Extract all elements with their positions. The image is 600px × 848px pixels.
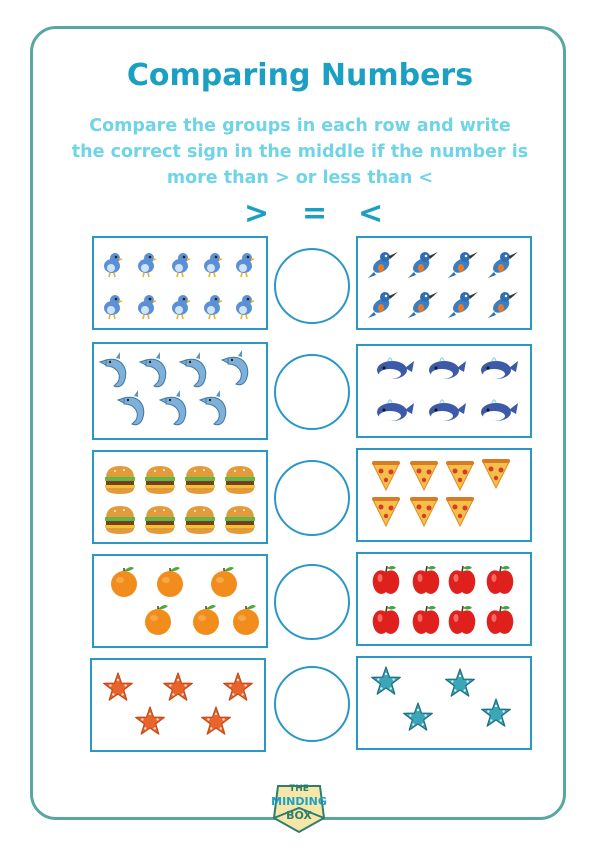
pizza-slice-icon [410, 497, 438, 526]
pizza-slice-icon [372, 497, 400, 526]
blue-bird-icon [138, 295, 157, 319]
right-group-box-row-4 [356, 552, 532, 646]
logo-text-minding: MINDING [271, 795, 327, 808]
dolphin-group [94, 344, 266, 438]
blue-bird-icon [172, 295, 191, 319]
kingfisher-group [358, 238, 530, 328]
teal-starfish-group [358, 658, 530, 748]
right-group-box-row-2 [356, 344, 532, 438]
burger-icon [185, 466, 215, 494]
right-group-box-row-1 [356, 236, 532, 330]
greater-than-sign: > [244, 196, 270, 231]
pizza-slice-icon [446, 461, 474, 490]
logo-text-box: BOX [286, 809, 312, 822]
blue-bird-icon [204, 295, 223, 319]
page-title: Comparing Numbers [126, 58, 474, 93]
apple-icon [413, 606, 440, 634]
kingfisher-icon [488, 252, 518, 278]
whale-icon [377, 358, 414, 379]
starfish-orange-icon [202, 707, 231, 734]
starfish-teal-icon [372, 667, 401, 694]
dolphin-icon [200, 390, 226, 425]
dolphin-icon [180, 352, 206, 387]
blue-bird-icon [236, 253, 255, 277]
whale-icon [429, 400, 466, 421]
kingfisher-icon [408, 292, 438, 318]
apple-icon [413, 566, 440, 594]
burger-group [94, 452, 266, 542]
pizza-slice-icon [446, 497, 474, 526]
apple-icon [373, 606, 400, 634]
right-group-box-row-3 [356, 448, 532, 542]
burger-icon [145, 466, 175, 494]
orange-icon [211, 567, 237, 597]
equals-sign: = [302, 196, 328, 231]
left-group-box-row-1 [92, 236, 268, 330]
blue-bird-icon [104, 253, 123, 277]
left-group-box-row-2 [92, 342, 268, 440]
starfish-orange-icon [164, 673, 193, 700]
answer-circle-row-3[interactable] [274, 460, 350, 536]
logo-text-the: THE [289, 784, 309, 794]
minding-box-logo [268, 778, 330, 836]
pizza-slice-icon [372, 461, 400, 490]
dolphin-icon [222, 350, 248, 385]
blue-bird-icon [204, 253, 223, 277]
blue-bird-group [94, 238, 266, 328]
dolphin-icon [140, 352, 166, 387]
whale-icon [481, 358, 518, 379]
burger-icon [185, 506, 215, 534]
blue-bird-icon [236, 295, 255, 319]
starfish-orange-icon [136, 707, 165, 734]
whale-icon [377, 400, 414, 421]
dolphin-icon [160, 390, 186, 425]
blue-bird-icon [104, 295, 123, 319]
kingfisher-icon [488, 292, 518, 318]
whale-group [358, 346, 530, 436]
starfish-teal-icon [482, 699, 511, 726]
orange-icon [111, 567, 137, 597]
instructions: Compare the groups in each row and write the correct sign in the middle if the number is more than > or less than < [71, 116, 529, 188]
blue-bird-icon [138, 253, 157, 277]
blue-bird-icon [172, 253, 191, 277]
dolphin-icon [100, 352, 126, 387]
apple-icon [373, 566, 400, 594]
answer-circle-row-4[interactable] [274, 564, 350, 640]
orange-icon [157, 567, 183, 597]
less-than-sign: < [358, 196, 384, 231]
apple-icon [449, 566, 476, 594]
orange-icon [145, 605, 171, 635]
apple-icon [487, 566, 514, 594]
whale-icon [481, 400, 518, 421]
orange-starfish-group [92, 660, 264, 750]
kingfisher-icon [448, 252, 478, 278]
orange-group [94, 556, 266, 646]
answer-circle-row-1[interactable] [274, 248, 350, 324]
answer-circle-row-5[interactable] [274, 666, 350, 742]
burger-icon [225, 506, 255, 534]
orange-icon [193, 605, 219, 635]
whale-icon [429, 358, 466, 379]
left-group-box-row-3 [92, 450, 268, 544]
pizza-group [358, 450, 530, 540]
burger-icon [145, 506, 175, 534]
kingfisher-icon [408, 252, 438, 278]
kingfisher-icon [368, 252, 398, 278]
pizza-slice-icon [410, 461, 438, 490]
burger-icon [105, 506, 135, 534]
burger-icon [105, 466, 135, 494]
answer-circle-row-2[interactable] [274, 354, 350, 430]
apple-icon [449, 606, 476, 634]
kingfisher-icon [448, 292, 478, 318]
starfish-teal-icon [446, 669, 475, 696]
kingfisher-icon [368, 292, 398, 318]
orange-icon [233, 605, 259, 635]
starfish-teal-icon [404, 703, 433, 730]
left-group-box-row-5 [90, 658, 266, 752]
dolphin-icon [118, 390, 144, 425]
apple-icon [487, 606, 514, 634]
apple-group [358, 554, 530, 644]
starfish-orange-icon [104, 673, 133, 700]
right-group-box-row-5 [356, 656, 532, 750]
left-group-box-row-4 [92, 554, 268, 648]
pizza-slice-icon [482, 459, 510, 488]
burger-icon [225, 466, 255, 494]
starfish-orange-icon [224, 673, 253, 700]
